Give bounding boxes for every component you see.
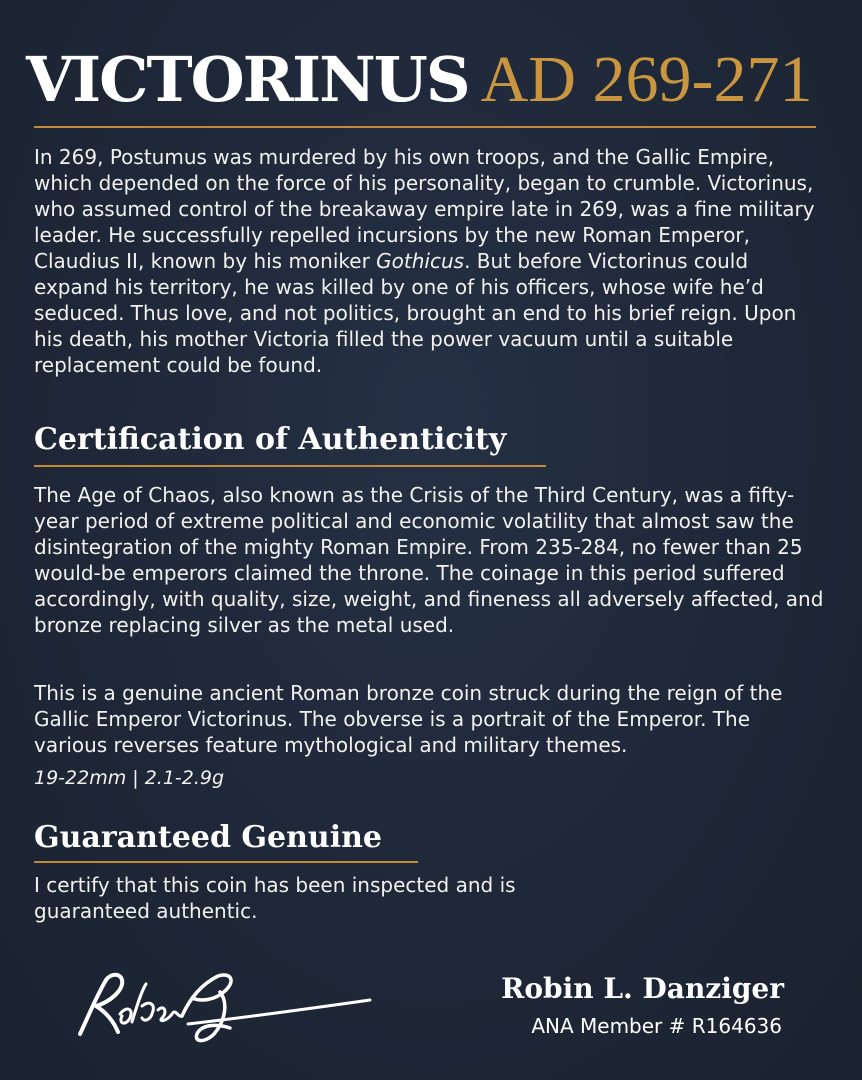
- certification-underline: [34, 465, 546, 467]
- guarantee-text: I certify that this coin has been inspected and is guaranteed authentic.: [34, 873, 516, 923]
- intro-text-italic: Gothicus: [376, 249, 465, 273]
- coin-specs: 19-22mm | 2.1-2.9g: [34, 767, 225, 789]
- signer-membership: ANA Member # R164636: [531, 1014, 782, 1038]
- guarantee-heading: Guaranteed Genuine: [34, 820, 383, 855]
- signer-name: Robin L. Danziger: [501, 972, 784, 1005]
- title-row: [26, 42, 812, 118]
- intro-text-start: In 269, Postumus was murdered by his own troops, and the Gallic Empire, which depended on the force of his personality, began to crumble. Victorinus, who assumed control of the breakaway empire late in 269, was a fine military leader. He successfully repelled incursions by the new Roman Emperor, Claudius II, known by his moniker: [34, 145, 815, 273]
- guarantee-underline: [34, 861, 418, 863]
- certification-heading: Certification of Authenticity: [34, 422, 507, 457]
- intro-paragraph: [34, 144, 824, 378]
- intro-text-end: . But before Victorinus could expand his territory, he was killed by one of his officers, whose wife he’d seduced. Thus love, and not politics, brought an end to his brief reign. Upon his death, his mother Victoria filled the power vacuum until a suitable replacement could be found.: [34, 249, 797, 377]
- emperor-name: VICTORINUS: [26, 43, 469, 116]
- certification-paragraph-2: This is a genuine ancient Roman bronze coin struck during the reign of the Gallic Emperor Victorinus. The obverse is a portrait of the Emperor. The various reverses feature mythological and military themes.: [34, 681, 783, 757]
- reign-dates: AD 269-271: [480, 43, 813, 116]
- signature-image: [70, 962, 380, 1052]
- title-underline: [34, 126, 816, 128]
- certification-paragraph-1: The Age of Chaos, also known as the Crisis of the Third Century, was a fifty-year period of extreme political and economic volatility that almost saw the disintegration of the mighty Roman Empire. From 235-284, no fewer than 25 would-be emperors claimed the throne. The coinage in this period suffered accordingly, with quality, size, weight, and fineness all adversely affected, and bronze replacing silver as the metal used.: [34, 483, 824, 637]
